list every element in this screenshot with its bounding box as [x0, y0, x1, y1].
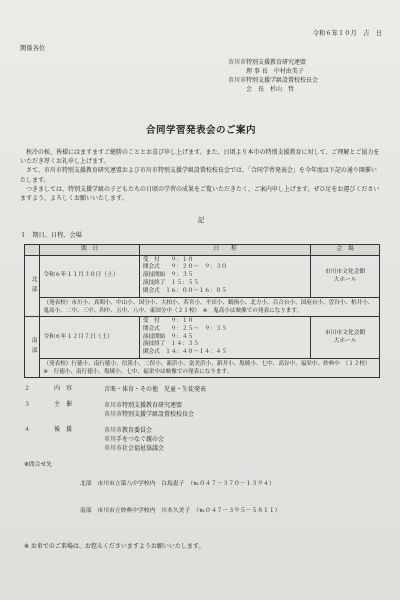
schedule-table	[24, 244, 380, 379]
table-header-date: 期 日	[40, 244, 140, 255]
section-number: ２	[24, 385, 31, 393]
participating-schools: （発表校）行徳小、南行徳小、信篤小、二俣小、新浜小、富美浜小、新井小、塩焼小、七中、高谷中、福栄中、妙典中 （１２校） ※ 行徳小、南行徳小、塩焼小、七中、福栄中は映像での発表になります。	[40, 359, 380, 378]
section-number: ３	[24, 401, 31, 409]
section-number: ４	[24, 426, 31, 434]
section-value: 市川市社会福祉協議会	[104, 445, 165, 453]
document-title: 合同学習発表会のご案内	[145, 125, 256, 136]
contact-block	[20, 462, 382, 534]
event-date: 令和６年１２月７日（土）	[40, 316, 140, 358]
section-values	[104, 385, 206, 394]
section-values	[104, 426, 164, 453]
body-text	[20, 148, 382, 204]
section-1-heading: １ 期日、日程、会場	[20, 232, 82, 240]
event-program: 受 付 ９：１０ 開会式 ９：２５～ ９：３５ 演技開始 ９：４５ 演技終了 １４：３５ 閉会式 １４：４０～１４：４５	[139, 316, 310, 358]
body-paragraph: さて、市川市特別支援教育研究連盟および市川市特別支援学級設置校校長会では、「合同学習発表会」を今年度は下記の通り開催いたします。	[20, 167, 377, 184]
sender-org-2: 市川市特別支援学級設置校校長会	[228, 77, 319, 84]
section-content	[20, 385, 382, 394]
ki-heading: 記	[197, 215, 205, 224]
table-row	[25, 255, 380, 297]
contact-line: 南部 市川市立妙典中学校内 川本久美子 （℡０４７－３９５－５８１１）	[80, 508, 281, 515]
section-value: 市川市特別支援教育研究連盟	[104, 402, 183, 410]
sender-rep-1: 理 事 長 中村由美子	[246, 68, 304, 75]
section-label: 内 容	[54, 385, 73, 393]
section-values	[104, 401, 194, 419]
table-header-venue: 会 場	[311, 244, 380, 255]
contact-label: ※問合せ先	[24, 462, 53, 469]
sender-block	[228, 58, 378, 94]
event-venue: 市川市文化会館 大ホール	[311, 255, 380, 297]
table-row	[25, 359, 380, 378]
section-label: 後 援	[54, 426, 73, 434]
section-value: 音楽・体育・その他 児童・生徒発表	[104, 386, 207, 394]
section-label: 主 催	[54, 401, 73, 409]
section-value: 市川市特別支援学級設置校校長会	[104, 411, 195, 419]
table-header-program: 日 程	[139, 244, 310, 255]
table-header-blank	[25, 244, 40, 255]
area-south: 南部	[25, 316, 40, 377]
section-organizer	[20, 401, 382, 419]
table-row	[25, 297, 380, 316]
event-venue: 市川市文化会館 大ホール	[311, 316, 380, 358]
section-value: 市川市教育委員会	[104, 427, 153, 435]
event-date: 令和６年１１月３０日（土）	[40, 255, 140, 297]
sender-rep-2: 会 長 杉山 哲	[246, 86, 295, 93]
body-paragraph: つきましては、特別支援学級の子どもたちの日頃の学習の成果をご覧いただきたく、ご案内申し上げます。ぜひ足をお運びくださいますよう、よろしくお願いいたします。	[20, 186, 380, 203]
participating-schools: （発表校）市川小、真間小、中山小、国分小、大柏小、若宮小、平田小、鶴指小、北方小、百合台小、国府台小、曽谷小、柏井小、鬼高小、二中、三中、四中、五中、八中、東国分中（２１校） ※ 鬼高小は映像での発表になります。	[40, 297, 380, 316]
area-north: 北部	[25, 255, 40, 316]
table-header-row	[25, 244, 380, 255]
contact-lines	[80, 462, 280, 534]
document-date: 令和６年１０月 吉 日	[312, 30, 382, 37]
sender-org-1: 市川市特別支援教育研究連盟	[228, 59, 307, 66]
event-program: 受 付 ９：１０ 開会式 ９：２０～ ９：３０ 演技開始 ９：３５ 演技終了 １５：５５ 閉会式 １６：００～１６：０５	[139, 255, 310, 297]
section-support	[20, 426, 382, 453]
addressee: 関係各位	[20, 44, 46, 52]
table-row	[25, 316, 380, 358]
contact-line: 北部 市川市立第八中学校内 白島恵子 （℡０４７－３７０－１３９４）	[80, 481, 275, 488]
section-value: 市川手をつなぐ親の会	[104, 436, 165, 444]
body-paragraph: 秋冷の候、皆様にはますますご健勝のこととお喜び申し上げます。また、日頃より本市の特別支援教育に対して、ご理解とご協力をいただき厚くお礼申し上げます。	[20, 148, 380, 166]
parking-note: ※ お車でのご来場は、お控えくださいますようお願いいたします。	[24, 543, 205, 551]
